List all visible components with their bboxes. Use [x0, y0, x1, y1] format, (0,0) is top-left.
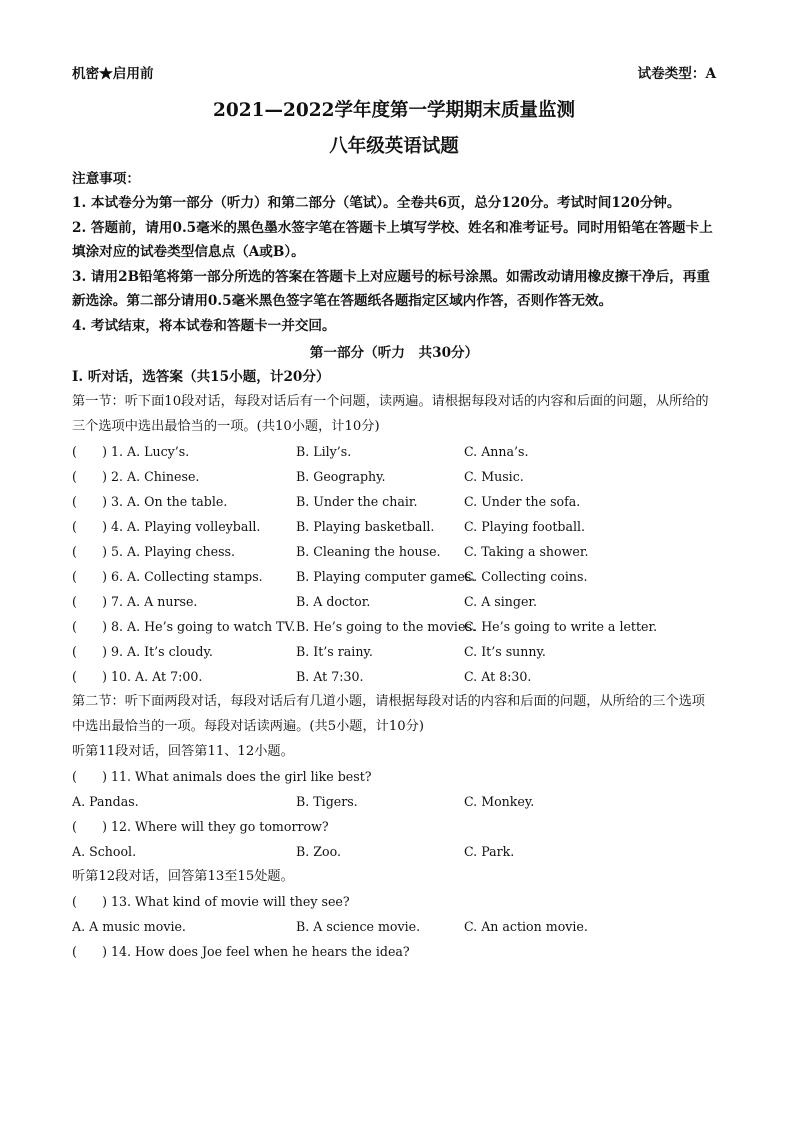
option-c: C. Taking a shower. — [464, 543, 589, 559]
option-b: B. A science movie. — [296, 918, 421, 934]
option-c: C. Park. — [464, 843, 515, 859]
option-a: ( ) 4. A. Playing volleyball. — [72, 518, 261, 534]
question-row — [72, 639, 716, 664]
option-a: ( ) 9. A. It’s cloudy. — [72, 643, 213, 659]
note-item: 1. 本试卷分为第一部分（听力）和第二部分（笔试）。全卷共6页，总分120分。考试时间120分钟。 — [72, 195, 681, 211]
note-item: 4. 考试结束，将本试卷和答题卡一并交回。 — [72, 317, 336, 334]
option-b: B. Geography. — [296, 468, 386, 484]
question-row — [72, 589, 716, 614]
part1-title: 第一部分（听力 共30分） — [309, 344, 479, 361]
option-a: ( ) 6. A. Collecting stamps. — [72, 568, 263, 584]
question-row — [72, 514, 716, 539]
option-c: C. Monkey. — [464, 793, 535, 809]
sub1-instruction: 第一节：听下面10段对话，每段对话后有一个问题，读两遍。请根据每段对话的内容和后面的问题，从所给的三个选项中选出最恰当的一项。(共10小题，计10分) — [72, 393, 709, 434]
question-row — [72, 439, 716, 464]
exam-subtitle: 八年级英语试题 — [329, 136, 459, 157]
note-item: 3. 请用2B铅笔将第一部分所选的答案在答题卡上对应题号的标号涂黑。如需改动请用橡皮擦干净后，再重新选涂。第二部分请用0.5毫米黑色签字笔在答题纸各题指定区域内作答，否则作答无效。 — [72, 268, 710, 310]
question-12: ( ) 12. Where will they go tomorrow? — [72, 818, 329, 834]
notes-heading: 注意事项： — [72, 171, 140, 187]
question-13: ( ) 13. What kind of movie will they see? — [72, 893, 350, 909]
paper-type-label: 试卷类型：A — [637, 66, 716, 82]
confidential-label: 机密★启用前 — [72, 66, 154, 82]
option-b: B. Cleaning the house. — [296, 543, 441, 559]
option-c: C. At 8:30. — [464, 668, 532, 684]
option-a: A. Pandas. — [72, 793, 139, 809]
option-b: B. Playing computer games. — [296, 568, 476, 584]
option-b: B. It’s rainy. — [296, 643, 373, 659]
option-b: B. Playing basketball. — [296, 518, 435, 534]
option-a: ( ) 3. A. On the table. — [72, 493, 228, 509]
sub2-instruction: 第二节：听下面两段对话，每段对话后有几道小题，请根据每段对话的内容和后面的问题，从所给的三个选项中选出最恰当的一项。每段对话读两遍。(共5小题，计10分) — [72, 693, 705, 734]
option-a: ( ) 10. A. At 7:00. — [72, 668, 203, 684]
option-c: C. An action movie. — [464, 918, 588, 934]
note-item: 2. 答题前，请用0.5毫米的黑色墨水签字笔在答题卡上填写学校、姓名和准考证号。同时用铅笔在答题卡上填涂对应的试卷类型信息点（A或B）。 — [72, 219, 713, 261]
question-row — [72, 664, 716, 689]
option-a: ( ) 1. A. Lucy’s. — [72, 443, 190, 459]
question-row — [72, 464, 716, 489]
option-b: B. Zoo. — [296, 843, 341, 859]
option-b: B. He’s going to the movies. — [296, 618, 476, 634]
option-b: B. Lily’s. — [296, 443, 352, 459]
option-a: ( ) 8. A. He’s going to watch TV. — [72, 618, 296, 634]
question-12-options — [72, 839, 716, 864]
option-c: C. Anna’s. — [464, 443, 529, 459]
header-line — [72, 62, 716, 84]
option-b: B. Tigers. — [296, 793, 358, 809]
question-row — [72, 539, 716, 564]
question-11-options — [72, 789, 716, 814]
question-13-options — [72, 914, 716, 939]
option-b: B. Under the chair. — [296, 493, 418, 509]
option-c: C. Music. — [464, 468, 524, 484]
option-c: C. Collecting coins. — [464, 568, 588, 584]
option-a: ( ) 7. A. A nurse. — [72, 593, 198, 609]
option-a: ( ) 5. A. Playing chess. — [72, 543, 236, 559]
questions-list-1 — [72, 439, 716, 689]
option-b: B. At 7:30. — [296, 668, 364, 684]
exam-page — [72, 62, 716, 964]
question-row — [72, 489, 716, 514]
section1-title: I. 听对话，选答案（共15小题，计20分） — [72, 368, 330, 385]
option-b: B. A doctor. — [296, 593, 371, 609]
exam-title: 2021—2022学年度第一学期期末质量监测 — [213, 100, 575, 121]
dialog12-intro: 听第12段对话，回答第13至15处题。 — [72, 868, 294, 884]
option-c: C. Playing football. — [464, 518, 586, 534]
option-c: C. A singer. — [464, 593, 538, 609]
question-14: ( ) 14. How does Joe feel when he hears the idea? — [72, 943, 410, 959]
option-a: A. School. — [72, 843, 137, 859]
option-c: C. He’s going to write a letter. — [464, 618, 658, 634]
option-c: C. Under the sofa. — [464, 493, 581, 509]
question-11: ( ) 11. What animals does the girl like best? — [72, 768, 372, 784]
dialog11-intro: 听第11段对话，回答第11、12小题。 — [72, 743, 294, 759]
option-a: ( ) 2. A. Chinese. — [72, 468, 200, 484]
question-row — [72, 564, 716, 589]
question-row — [72, 614, 716, 639]
option-c: C. It’s sunny. — [464, 643, 546, 659]
option-a: A. A music movie. — [72, 918, 186, 934]
